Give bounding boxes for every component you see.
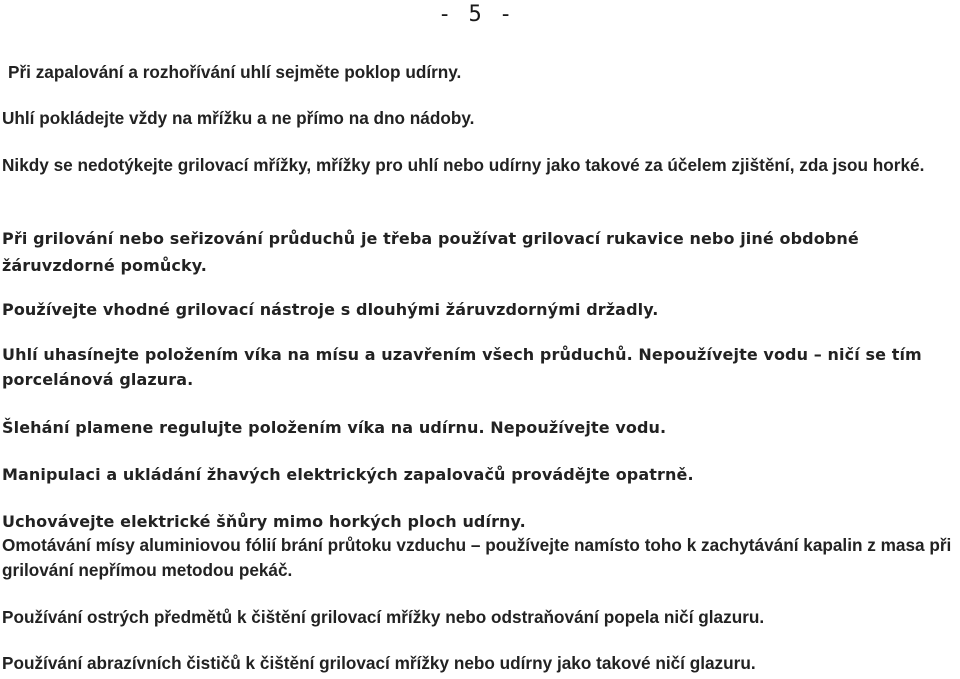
paragraph-7: Šlehání plamene regulujte položením víka na udírnu. Nepoužívejte vodu. xyxy=(2,418,667,437)
paragraph-2: Uhlí pokládejte vždy na mřížku a ne přímo na dno nádoby. xyxy=(2,108,475,128)
paragraph-11: Používání ostrých předmětů k čištění grilovací mřížky nebo odstraňování popela ničí glazuru. xyxy=(2,607,765,627)
paragraph-5: Používejte vhodné grilovací nástroje s dlouhými žáruvzdornými držadly. xyxy=(2,300,659,319)
paragraph-8: Manipulaci a ukládání žhavých elektrických zapalovačů provádějte opatrně. xyxy=(2,465,694,484)
paragraph-4: Při grilování nebo seřizování průduchů je třeba používat grilovací rukavice nebo jiné obdobné žáruvzdorné pomůcky. xyxy=(2,229,859,275)
paragraph-10: Omotávání mísy aluminiovou fólií brání průtoku vzduchu – používejte namísto toho k zachytávání kapalin z masa při grilování nepřímou metodou pekáč. xyxy=(2,535,952,580)
paragraph-3: Nikdy se nedotýkejte grilovací mřížky, mřížky pro uhlí nebo udírny jako takové za účelem zjištění, zda jsou horké. xyxy=(2,155,925,175)
paragraph-6: Uhlí uhasínejte položením víka na mísu a uzavřením všech průduchů. Nepoužívejte vodu – ničí se tím porcelánová glazura. xyxy=(2,345,922,389)
paragraph-1: Při zapalování a rozhořívání uhlí sejměte poklop udírny. xyxy=(8,62,462,82)
paragraph-9: Uchovávejte elektrické šňůry mimo horkých ploch udírny. xyxy=(2,512,526,531)
paragraph-12: Používání abrazívních čističů k čištění grilovací mřížky nebo udírny jako takové ničí glazuru. xyxy=(2,653,756,673)
page-number: - 5 - xyxy=(438,2,515,27)
